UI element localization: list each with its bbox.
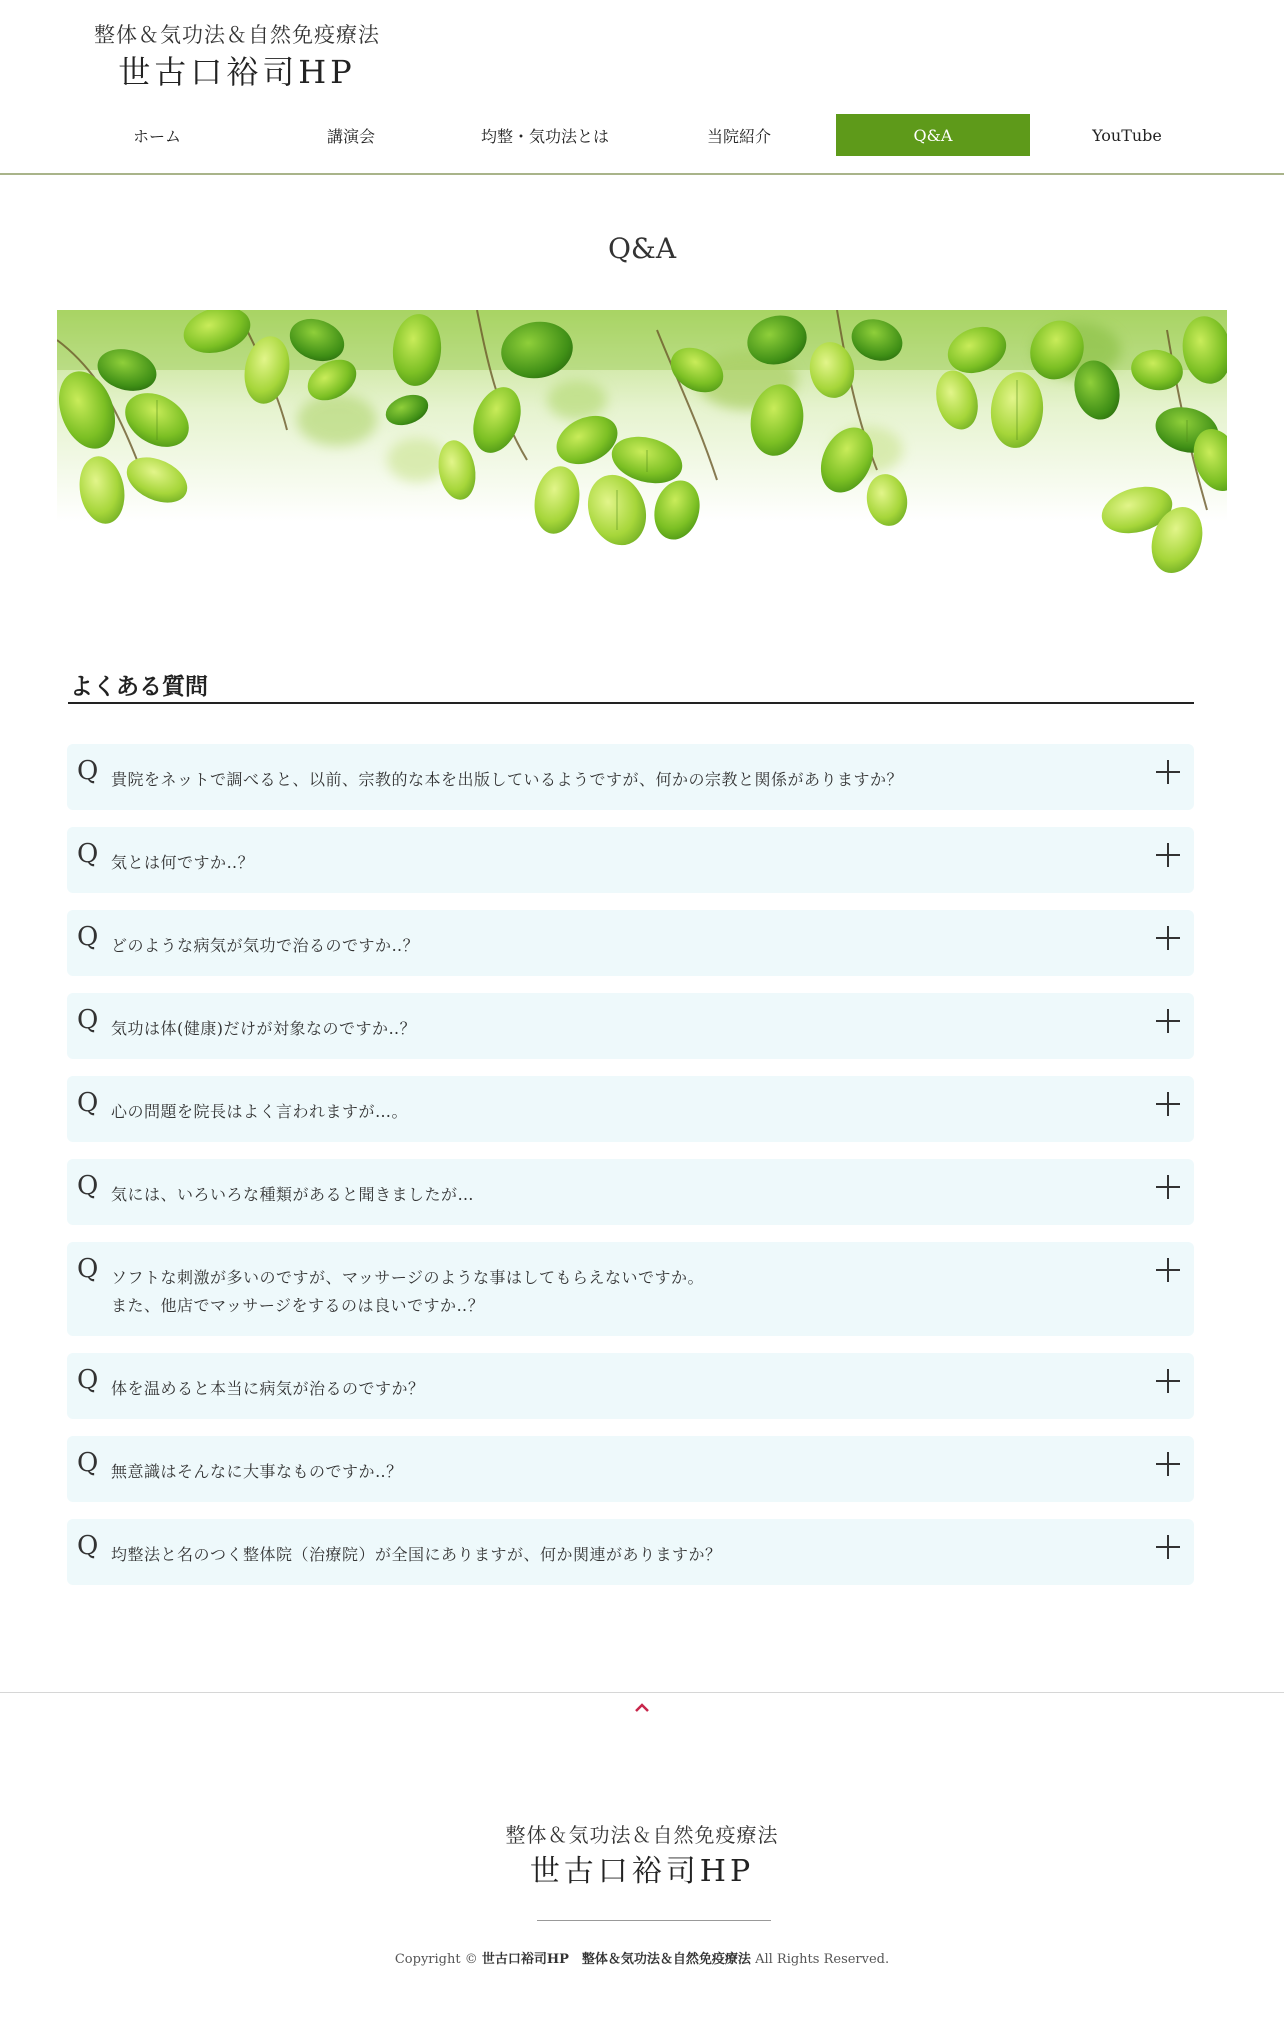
faq-question: 気には、いろいろな種類があると聞きましたが… (111, 1185, 475, 1204)
faq-item[interactable] (67, 827, 1194, 893)
nav-item-lectures[interactable]: 講演会 (326, 126, 375, 146)
nav-item-youtube[interactable]: YouTube (1092, 125, 1162, 145)
copyright-site[interactable]: 世古口裕司HP 整体＆気功法＆自然免疫療法 (481, 1952, 751, 1967)
faq-item[interactable] (67, 910, 1194, 976)
plus-icon[interactable] (1156, 1175, 1180, 1199)
section-heading-faq: よくある質問 (68, 668, 1194, 704)
hero-leaves-image (57, 310, 1227, 592)
plus-icon[interactable] (1156, 1092, 1180, 1116)
nav-item-about-method[interactable]: 均整・気功法とは (480, 126, 609, 146)
plus-icon[interactable] (1156, 843, 1180, 867)
faq-q-marker: Q (77, 1005, 99, 1035)
faq-question: 体を温めると本当に病気が治るのですか？ (111, 1379, 425, 1398)
plus-icon[interactable] (1156, 1258, 1180, 1282)
faq-item[interactable] (67, 744, 1194, 810)
faq-q-marker: Q (77, 1448, 99, 1478)
plus-icon[interactable] (1156, 760, 1180, 784)
faq-question-line: ソフトな刺激が多いのですが、マッサージのような事はしてもらえないですか。 (111, 1268, 705, 1287)
copyright-prefix: Copyright © (394, 1952, 478, 1967)
faq-q-marker: Q (77, 1254, 99, 1284)
faq-question-line: また、他店でマッサージをするのは良いですか‥？ (111, 1296, 485, 1315)
plus-icon[interactable] (1156, 1535, 1180, 1559)
faq-item[interactable] (67, 1242, 1194, 1336)
faq-question: 均整法と名のつく整体院（治療院）が全国にありますが、何か関連がありますか？ (111, 1545, 722, 1564)
footer-logo-title: 世古口裕司HP (529, 1854, 755, 1889)
nav-item-qa[interactable]: Q&A (836, 114, 1030, 156)
nav-item-home[interactable]: ホーム (132, 126, 181, 146)
plus-icon[interactable] (1156, 926, 1180, 950)
faq-q-marker: Q (77, 1365, 99, 1395)
footer-logo[interactable] (492, 1820, 792, 1894)
faq-question: 気とは何ですか‥？ (111, 853, 255, 872)
logo-title: 世古口裕司HP (118, 53, 356, 91)
faq-question: どのような病気が気功で治るのですか‥？ (111, 936, 420, 955)
faq-question: 貴院をネットで調べると、以前、宗教的な本を出版しているようですが、何かの宗教と関係がありますか？ (111, 770, 904, 789)
faq-item[interactable] (67, 993, 1194, 1059)
faq-q-marker: Q (77, 922, 99, 952)
plus-icon[interactable] (1156, 1452, 1180, 1476)
faq-question: 気功は体(健康)だけが対象なのですか‥？ (111, 1019, 417, 1038)
site-logo[interactable] (92, 20, 382, 94)
faq-q-marker: Q (77, 1171, 99, 1201)
faq-item[interactable] (67, 1159, 1194, 1225)
faq-item[interactable] (67, 1076, 1194, 1142)
faq-question: 無意識はそんなに大事なものですか‥？ (111, 1462, 403, 1481)
copyright (0, 1948, 1284, 1967)
nav-item-clinic[interactable]: 当院紹介 (706, 126, 771, 146)
copyright-suffix: All Rights Reserved. (755, 1952, 890, 1967)
faq-item[interactable] (67, 1519, 1194, 1585)
faq-item[interactable] (67, 1353, 1194, 1419)
faq-question: 心の問題を院長はよく言われますが…。 (111, 1102, 409, 1121)
chevron-up-icon[interactable] (632, 1700, 652, 1714)
faq-q-marker: Q (77, 839, 99, 869)
faq-question (111, 1264, 1111, 1320)
faq-q-marker: Q (77, 1531, 99, 1561)
plus-icon[interactable] (1156, 1009, 1180, 1033)
faq-q-marker: Q (77, 1088, 99, 1118)
page-title: Q&A (607, 232, 677, 265)
plus-icon[interactable] (1156, 1369, 1180, 1393)
logo-subtitle: 整体＆気功法＆自然免疫療法 (94, 23, 380, 47)
main-nav (60, 114, 1224, 156)
footer-divider (0, 1692, 1284, 1693)
faq-q-marker: Q (77, 756, 99, 786)
footer-rule (537, 1920, 771, 1921)
site-header (0, 0, 1284, 175)
faq-item[interactable] (67, 1436, 1194, 1502)
footer-logo-subtitle: 整体＆気功法＆自然免疫療法 (505, 1823, 779, 1847)
